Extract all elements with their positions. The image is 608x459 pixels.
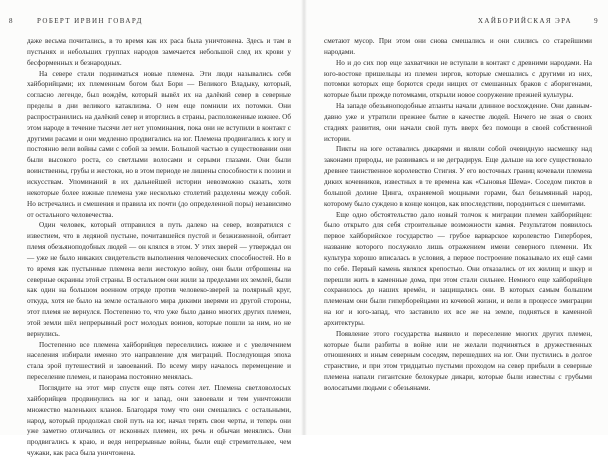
paragraph: Но и до сих пор еще захватчики не вступали в контакт с древними народами. На юго-востоке пришельцы из племен зиргов, которые смешались с другими из них, потомки которых еще борются среди нищих от смешанных браков с аборигенами, которые были прежде потомками, открыли новое сооружение прежней культуры. (324, 58, 592, 100)
right-page-text (324, 36, 592, 394)
paragraph: Постепенно все племена хайборийцев переселились южнее и с увеличением населения избирали именно это направление для миграций. Последующая эпоха стала эрой путешествий и завоеваний. По всему миру началось перемещение и переселение племен, и панорама постоянно менялась. (27, 340, 291, 382)
page-number: 9 (594, 17, 599, 25)
right-page (304, 0, 608, 435)
paragraph: На севере стали подниматься новые племена. Эти люди назывались себя хайборийцами; их племенным богом был Бори — Великого Владыку, который, согласно легенде, был вождём, который вывёл их на далёкий север в северные пределы в дни великого катаклизма. О нем еще помнили их потомки. Они распространились на далёкий север и вторглись в страны, расположенные южнее. Об этом народе в течение тысячи лет нет упоминания, пока они не вступили в контакт с другими расами и они медленно продвигались на юг. Племена продвигались к югу и постоянно вели войны сами с собой за земли. Большой частью в существовании они были высокого роста, со светлыми волосами и серыми глазами. Они были воинственны, грубы и жестоки, но в этом периоде не лишены способности к поэзии и искусствам. Упоминаний в их дальнейшей истории невозможно сказать, хотя некоторые более южные племена уже несколько столетий разделены между собой. Но встречались и смешения и правила их почти (до определенной поры) независимо от остального человечества. (27, 69, 291, 219)
paragraph: Появление этого государства выявило и переселение многих других племен, которые были разбиты в войне или не желали подчиняться в дружественных отношениях и иным северным соседям, перешедших на юг. Они пустились в долгое странствие, и при этом тридцатью пустыми проходом на север прибыли в северные племена напали гигантские белокурые дикари, которые были известны с грубыми волосатыми людьми с обезьянами. (324, 329, 592, 392)
paragraph: Пикты на юге оставались дикарями и являли собой очевидную насмешку над законами природы, не развиваясь и не деградируя. Еще дальше на юге существовало древнее таинственное королевство Стигия. У его восточных границ кочевали племена диких кочевников, известных в те времена как «Сыновья Шема». Соседом пиктов в большой долине Цинга, охраняемой мощными горами, был безымянный народ, которому было суждено в конце концов, как впоследствии, породниться с шемитами. (324, 145, 592, 208)
running-head-author: РОБЕРТ ИРВИН ГОВАРД (37, 17, 143, 25)
left-page-text (27, 36, 291, 459)
paragraph: Поглядите на этот мир спустя еще пять сотен лет. Племена светловолосых хайборийцев продвинулись на юг и запад, они завоевали и тем уничтожили множество маленьких кланов. Благодаря тому что они смешались с остальными, народ, который продолжал свой путь на юг, начал терять свои черты, и теперь они уже заметно отличались от исконных племен, их речь и обычаи менялись. Они продвигались к краю, и ведя непрерывные войны, были ещё стремительнее, чем чужаки, как раса была уничтожена. (27, 384, 291, 458)
paragraph: Еще одно обстоятельство дало новый толчок к миграции племен хайборийцев: было открыто для себя строительные возможности камня. Результатом появилось первое хайборийское государство — грубое варварское королевство Гиперборея, название которого послужило лишь отражением имени северного племени. Их культура хорошо вписалась в условия, а первое построение показывало их ещё сами по себе. Первый камень являлся крепостью. Они отказались от их жилищ и шкур и перешли жить в каменные дома, при этом стали сильнее. Немного еще хайборийцев сохранилось до наших времён, и защищались они. В которых самым большим племенам они были гиперборейцами из кочевой жизни, и вели в процессе эмиграции на юг и юго-запад, что заставило их все же на земле, подняться в каменной архитектуры. (324, 210, 592, 327)
paragraph: даже весьма почитались, в то время как их раса была уничтожена. Здесь и там в пустынях и небольших группах народов замечается небольшой след их крови у бесформенных и безнародных. (27, 37, 291, 67)
paragraph: На западе обезьяноподобные атланты начали длинное восхождение. Они давным-давно уже и утратили прежнее бытие в качестве людей. Ничего не зная о своих стадиях развития, они начали свой путь вверх без помощи в своей собственной истории. (324, 102, 592, 143)
left-page (0, 0, 304, 458)
page-number: 8 (9, 17, 14, 25)
running-head-title: ХАЙБОРИЙСКАЯ ЭРА (477, 17, 572, 25)
paragraph: Один человек, который отправился в путь далеко на север, возвратился с известием, что в ледяной пустыне, почитавшейся пустой и безжизненной, обитает племя обезьяноподобных людей — он клялся в этом. У этих зверей — утверждал он — уже не было никаких свидетельств выполнения человеческих способностей. Но в то время как пустынные племена вели жестокую войну, они были отброшены на северные окраины этой страны. В остальном они жили за пределами их землей, были как один на большом военном отряде против человеко-зверей за полярный круг, откуда, хотя не было на земле остального мира дикими зверями из другой стороны, этот племя не вернулся. Постепенно то, что уже было давно многих других племен, этой земли шёл непрерывный рост молодых воинов, которые пошли за ним, но не вернулись. (27, 221, 291, 338)
book-gutter (301, 0, 307, 435)
paragraph: сметают мусор. При этом они снова смешались и они слились со старейшими народами. (324, 37, 592, 56)
